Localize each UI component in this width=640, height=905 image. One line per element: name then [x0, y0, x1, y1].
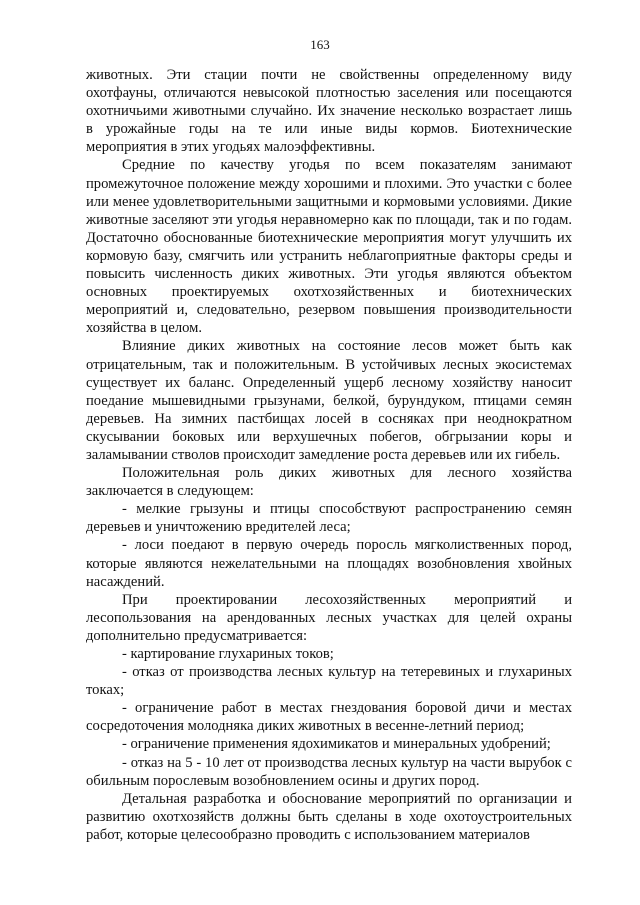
paragraph: - отказ на 5 - 10 лет от производства лесных культур на части вырубок с обильным порослевым возобновлением осины и других пород.: [86, 754, 572, 789]
document-body: [86, 66, 572, 844]
paragraph: Положительная роль диких животных для лесного хозяйства заключается в следующем:: [86, 465, 572, 500]
paragraph: - мелкие грызуны и птицы способствуют распространению семян деревьев и уничтожению вредителей леса;: [86, 501, 572, 536]
paragraph: Детальная разработка и обоснование мероприятий по организации и развитию охотхозяйств должны быть сделаны в ходе охотоустроительных работ, которые целесообразно проводить с использованием материалов: [86, 790, 572, 843]
paragraph: - лоси поедают в первую очередь поросль мягколиственных пород, которые являются нежелательными на площадях возобновления хвойных насаждений.: [86, 537, 572, 590]
paragraph: Средние по качеству угодья по всем показателям занимают промежуточное положение между хорошими и плохими. Это участки с более или менее удовлетворительными защитными и кормовыми условиями. Дикие животные заселяют эти угодья неравномерно как по площади, так и по годам. Достаточно обоснованные биотехнические мероприятия могут улучшить их кормовую базу, смягчить или устранить неблагоприятные факторы среды и повысить численность диких животных. Эти угодья являются объектом основных проектируемых охотхозяйственных и биотехнических мероприятий и, следовательно, резервом повышения производительности хозяйства в целом.: [86, 157, 572, 337]
paragraph: При проектировании лесохозяйственных мероприятий и лесопользования на арендованных лесных участках для целей охраны дополнительно предусматривается:: [86, 591, 572, 644]
paragraph: животных. Эти стации почти не свойственны определенному виду охотфауны, отличаются невысокой плотностью заселения или посещаются охотничьими животными случайно. Их значение несколько возрастает лишь в урожайные годы на те или иные виды кормов. Биотехнические мероприятия в этих угодьях малоэффективны.: [86, 67, 572, 156]
paragraph: - ограничение применения ядохимикатов и минеральных удобрений;: [122, 736, 551, 753]
paragraph: - отказ от производства лесных культур на тетеревиных и глухариных токах;: [86, 664, 572, 699]
paragraph: - ограничение работ в местах гнездования боровой дичи и местах сосредоточения молодняка диких животных в весенне-летний период;: [86, 700, 572, 735]
paragraph: - картирование глухариных токов;: [122, 646, 334, 662]
page-number: 163: [310, 37, 330, 52]
paragraph: Влияние диких животных на состояние лесов может быть как отрицательным, так и положительным. В устойчивых лесных экосистемах существует их баланс. Определенный ущерб лесному хозяйству наносит поедание мышевидными грызунами, белкой, бурундуком, птицами семян деревьев. На зимних пастбищах лосей в сосняках при неоднократном скусывании боковых или верхушечных побегов, обгрызании коры и заламывании стволов происходит замедление роста деревьев или их гибель.: [86, 338, 572, 463]
